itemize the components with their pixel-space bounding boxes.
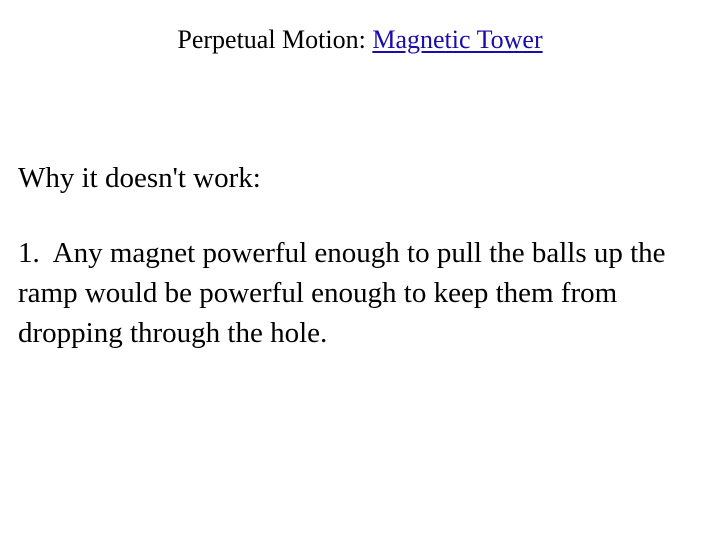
point-1: 1. Any magnet powerful enough to pull the balls up the ramp would be powerful enough to keep them from dropping through the hole. [18, 237, 673, 349]
why-heading: Why it doesn't work: [18, 162, 261, 194]
magnetic-tower-link[interactable]: Magnetic Tower [372, 25, 543, 54]
slide-title [0, 22, 720, 58]
title-prefix: Perpetual Motion: [177, 25, 373, 54]
slide-body [18, 158, 708, 353]
